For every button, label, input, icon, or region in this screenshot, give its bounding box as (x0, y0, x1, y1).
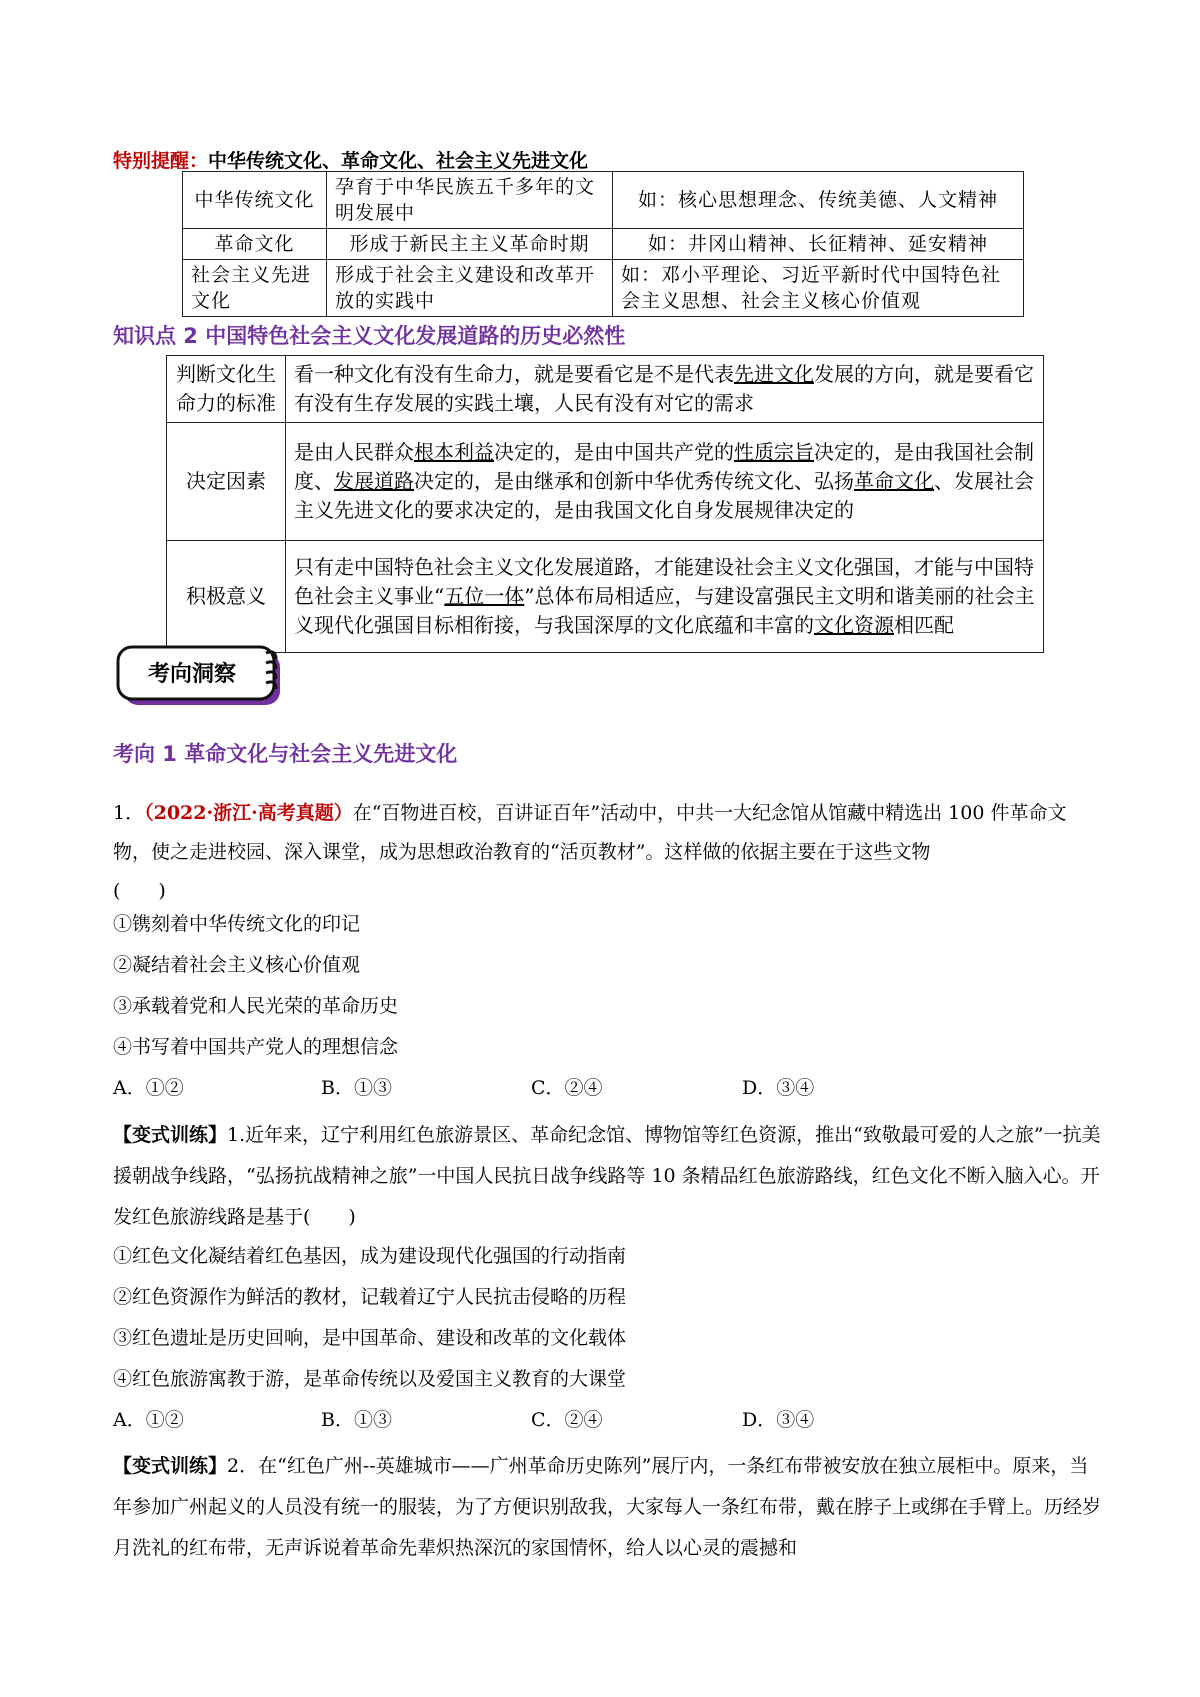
question-stem: 1.近年来，辽宁利用红色旅游景区、革命纪念馆、博物馆等红色资源，推出“致敬最可爱的人之旅”一抗美援朝战争线路，“弘扬抗战精神之旅”一中国人民抗日战争线路等 10 条精品红色旅游路线，红色文化不断入脑入心。开发红色旅游线路是基于( ) (113, 1124, 1101, 1228)
variant-tag: 【变式训练】 (113, 1124, 228, 1146)
table-row (167, 423, 1044, 541)
text: 相匹配 (894, 613, 954, 637)
option-c[interactable]: C．②④ (531, 1077, 603, 1099)
variant-question-2 (113, 1446, 1103, 1569)
statement-item: ①镌刻着中华传统文化的印记 (113, 913, 361, 935)
question-1 (113, 794, 1103, 911)
table-cell: 中华传统文化 (183, 172, 327, 229)
row-label: 判断文化生命力的标准 (167, 356, 286, 423)
option-d[interactable]: D．③④ (742, 1409, 815, 1431)
text: 决定的，是由我国社会制度、 (294, 440, 1034, 493)
answer-blank: ( ) (113, 880, 166, 902)
table-cell: 形成于新民主主义革命时期 (327, 229, 613, 260)
option-c[interactable]: C．②④ (531, 1409, 603, 1431)
exam-direction-badge (116, 643, 286, 705)
direction-heading: 考向 1 革命文化与社会主义先进文化 (113, 742, 458, 766)
reminder-tag: 特别提醒： (113, 150, 209, 172)
question-source: （2022·浙江·高考真题） (144, 802, 353, 824)
option-a[interactable]: A．①② (113, 1077, 184, 1099)
underlined-term: 先进文化 (734, 362, 814, 386)
row-content (286, 423, 1044, 541)
table-cell: 社会主义先进文化 (183, 260, 327, 317)
statement-item: ④书写着中国共产党人的理想信念 (113, 1036, 399, 1058)
underlined-term: 根本利益 (414, 440, 494, 464)
row-content (286, 356, 1044, 423)
statement-item: ③红色遗址是历史回响，是中国革命、建设和改革的文化载体 (113, 1327, 627, 1349)
knowledge-table (166, 355, 1044, 653)
table-row (167, 541, 1044, 653)
answer-options (113, 1408, 1013, 1432)
badge-label: 考向洞察 (147, 662, 236, 687)
table-row (183, 229, 1024, 260)
reminder-title: 中华传统文化、革命文化、社会主义先进文化 (208, 150, 589, 172)
variant-tag: 【变式训练】 (113, 1455, 228, 1477)
table-row (183, 172, 1024, 229)
underlined-term: 性质宗旨 (734, 440, 814, 464)
culture-types-table (182, 171, 1024, 317)
table-cell: 革命文化 (183, 229, 327, 260)
underlined-term: 五位一体 (444, 584, 525, 608)
option-d[interactable]: D．③④ (742, 1077, 815, 1099)
table-cell: 形成于社会主义建设和改革开放的实践中 (327, 260, 613, 317)
option-b[interactable]: B．①③ (321, 1077, 392, 1099)
underlined-term: 发展道路 (334, 469, 414, 493)
table-row (183, 260, 1024, 317)
underlined-term: 革命文化 (854, 469, 934, 493)
table-cell: 如：核心思想理念、传统美德、人文精神 (613, 172, 1024, 229)
option-b[interactable]: B．①③ (321, 1409, 392, 1431)
text: 是由人民群众 (294, 440, 414, 464)
question-stem: 2．在“红色广州--英雄城市——广州革命历史陈列”展厅内，一条红布带被安放在独立展柜中。原来，当年参加广州起义的人员没有统一的服装，为了方便识别敌我，大家每人一条红布带，戴在脖子上或绑在手臂上。历经岁月洗礼的红布带，无声诉说着革命先辈炽热深沉的家国情怀，给人以心灵的震撼和 (113, 1455, 1102, 1559)
variant-question-1 (113, 1115, 1103, 1238)
row-label: 积极意义 (167, 541, 286, 653)
text: 、发展社会主义先进文化的要求决定的，是由我国文化自身发展规律决定的 (294, 469, 1034, 522)
text: 决定的，是由继承和创新中华优秀传统文化、弘扬 (414, 469, 854, 493)
table-cell: 如：邓小平理论、习近平新时代中国特色社会主义思想、社会主义核心价值观 (613, 260, 1024, 317)
question-number: 1． (113, 802, 145, 824)
underlined-term: 文化资源 (814, 613, 894, 637)
statement-item: ③承载着党和人民光荣的革命历史 (113, 995, 399, 1017)
statement-item: ②凝结着社会主义核心价值观 (113, 954, 361, 976)
statement-item: ②红色资源作为鲜活的教材，记载着辽宁人民抗击侵略的历程 (113, 1286, 627, 1308)
reminder-heading (113, 146, 588, 173)
text: ”总体布局相适应，与建设富强民主文明和谐美丽的社会主义现代化强国目标相衔接，与我国深厚的文化底蕴和丰富的 (294, 584, 1035, 637)
table-cell: 如：井冈山精神、长征精神、延安精神 (613, 229, 1024, 260)
section-heading: 知识点 2 中国特色社会主义文化发展道路的历史必然性 (113, 324, 626, 348)
answer-options (113, 1076, 1013, 1100)
text: 决定的，是由中国共产党的 (494, 440, 734, 464)
table-row (167, 356, 1044, 423)
text: 只有走中国特色社会主义文化发展道路，才能建设社会主义文化强国，才能与中国特色社会主义事业“ (294, 555, 1034, 608)
text: 看一种文化有没有生命力，就是要看它是不是代表 (294, 362, 734, 386)
row-content (286, 541, 1044, 653)
text: 发展的方向，就是要看它有没有生存发展的实践土壤，人民有没有对它的需求 (294, 362, 1034, 415)
option-a[interactable]: A．①② (113, 1409, 184, 1431)
table-cell: 孕育于中华民族五千多年的文明发展中 (327, 172, 613, 229)
statement-item: ①红色文化凝结着红色基因，成为建设现代化强国的行动指南 (113, 1245, 627, 1267)
question-stem: 在“百物进百校，百讲证百年”活动中，中共一大纪念馆从馆藏中精选出 100 件革命文物，使之走进校园、深入课堂，成为思想政治教育的“活页教材”。这样做的依据主要在于这些文物 (113, 802, 1067, 863)
statement-item: ④红色旅游寓教于游，是革命传统以及爱国主义教育的大课堂 (113, 1368, 627, 1390)
row-label: 决定因素 (167, 423, 286, 541)
